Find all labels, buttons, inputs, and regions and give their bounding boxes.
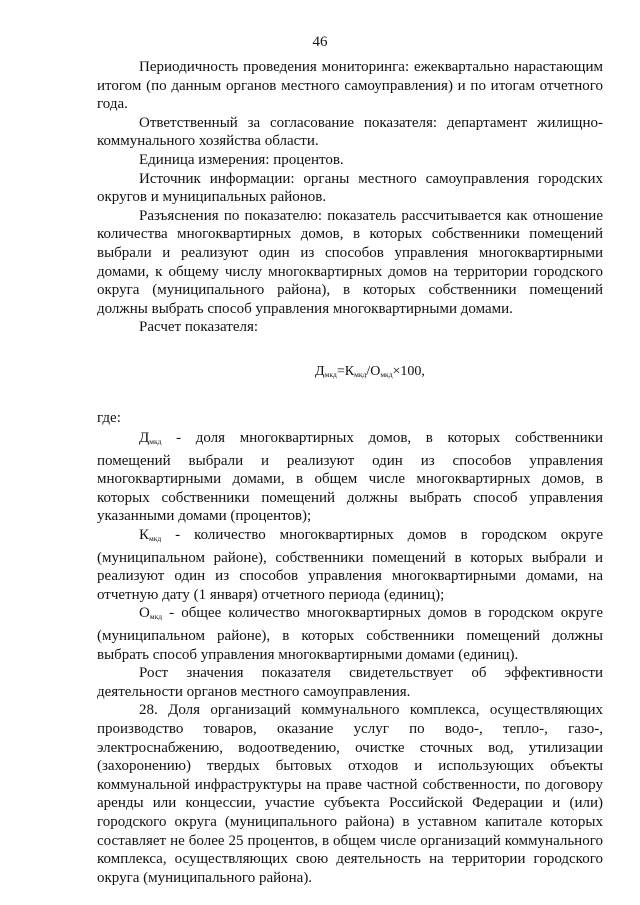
paragraph-explanation: Разъяснения по показателю: показатель рассчитывается как отношение количества многоквартирных домов, в которых собственники помещений выбрали и реализуют один из способов управления многоквартирными домами, к общему числу многоквартирных домов на территории городского округа (муниципального района), в которых собственники помещений должны выбрать способ управления многоквартирными домами.: [97, 207, 603, 317]
paragraph-growth: Рост значения показателя свидетельствует об эффективности деятельности органов местного самоуправления.: [97, 665, 603, 700]
formula-k-letter: К: [344, 363, 355, 379]
formula-k-sub: мкд: [354, 369, 367, 379]
formula: [97, 363, 603, 385]
paragraph-monitoring-periodicity: Периодичность проведения мониторинга: ежеквартально нарастающим итогом (по данным органов местного самоуправления) и по итогам отчетного года.: [97, 59, 603, 113]
paragraph-where: где:: [97, 409, 121, 426]
paragraph-unit: Единица измерения: процентов.: [139, 151, 344, 168]
formula-o-letter: О: [370, 363, 381, 379]
formula-times-100: ×100,: [392, 363, 425, 379]
definition-k: [97, 526, 603, 604]
definition-d-symbol: $Д_{мкд}$: [139, 430, 162, 447]
formula-equals: =: [336, 363, 345, 379]
definition-d: [97, 429, 603, 526]
paragraph-source: Источник информации: органы местного самоуправления городских округов и муниципальных районов.: [97, 170, 603, 206]
paragraph-calculation-heading: Расчет показателя:: [139, 319, 259, 336]
definition-o: [97, 604, 603, 664]
definition-o-text: - общее количество многоквартирных домов в городском округе (муниципальном районе), в которых собственники помещений должны выбрать способ управления многоквартирными домами (единиц).: [97, 605, 604, 663]
formula-d-letter: Д: [315, 363, 325, 379]
definition-o-symbol: $О_{мкд}$: [139, 605, 163, 622]
definition-d-text: - доля многоквартирных домов, в которых собственники помещений выбрали и реализуют один из способов управления многоквартирными домами, в общем числе многоквартирных домов, в которых собственники помещений должны выбрать способ управления указанными домами (процентов);: [97, 430, 603, 525]
formula-slash: /: [366, 363, 371, 379]
definition-k-text: - количество многоквартирных домов в городском округе (муниципальном районе), собственники помещений в которых выбрали и реализуют один из способов управления многоквартирными домами, на отчетную дату (1 января) отчетного периода (единиц);: [97, 527, 604, 603]
document-body: [97, 58, 603, 887]
page-number: 46: [312, 34, 328, 50]
formula-o-sub: мкд: [380, 369, 393, 379]
paragraph-responsible: Ответственный за согласование показателя: департамент жилищно-коммунального хозяйства области.: [97, 114, 603, 150]
paragraph-item-28: 28. Доля организаций коммунального комплекса, осуществляющих производство товаров, оказание услуг по водо-, тепло-, газо-, электроснабжению, водоотведению, очистке сточных вод, утилизации (захоронению) твердых бытовых отходов и использующих объекты коммунальной инфраструктуры на праве частной собственности, по договору аренды или концессии, участие субъекта Российской Федерации и (или) городского округа (муниципального района) в уставном капитале которых составляет не более 25 процентов, в общем числе организаций коммунального комплекса, осуществляющих свою деятельность на территории городского округа (муниципального района).: [97, 702, 603, 886]
definition-k-symbol: $К_{мкд}$: [139, 527, 162, 544]
formula-d-sub: мкд: [324, 369, 337, 379]
